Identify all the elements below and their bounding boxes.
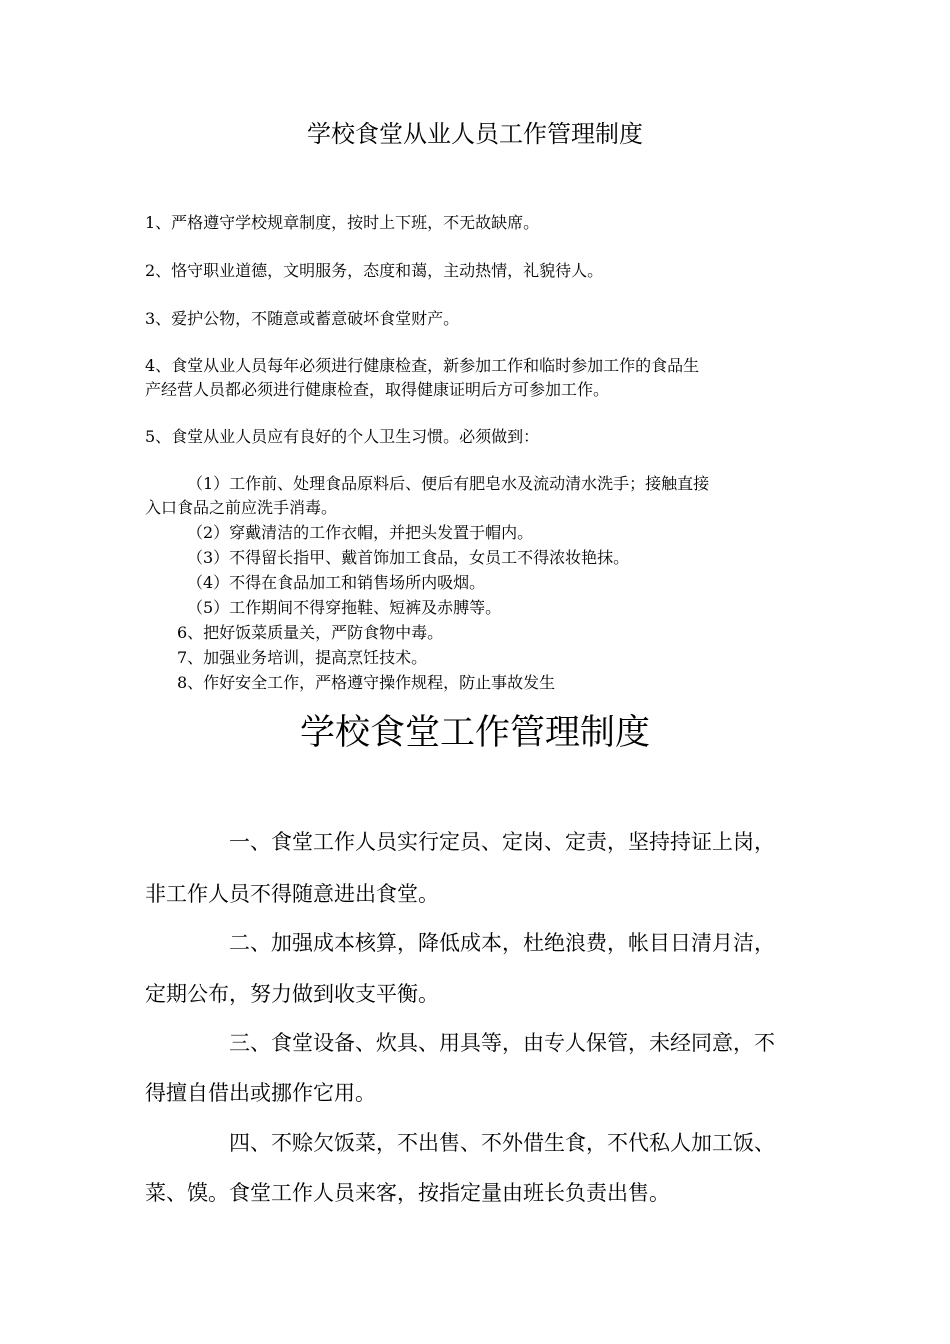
doc1-sub-1-line-2: 入口食品之前应洗手消毒。 [145, 498, 338, 517]
doc1-item-2: 2、恪守职业道德，文明服务，态度和蔼，主动热情，礼貌待人。 [145, 261, 604, 280]
doc2-para-1-line-2: 非工作人员不得随意进出食堂。 [145, 882, 439, 906]
doc1-item-8: 8、作好安全工作，严格遵守操作规程，防止事故发生 [177, 673, 556, 692]
doc1-item-4-line-1: 4、食堂从业人员每年必须进行健康检查，新参加工作和临时参加工作的食品生 [145, 356, 700, 375]
doc2-para-1-line-1: 一、食堂工作人员实行定员、定岗、定责，坚持持证上岗， [229, 830, 775, 854]
doc1-sub-4: （4）不得在食品加工和销售场所内吸烟。 [187, 573, 486, 592]
doc2-para-3-line-2: 得擅自借出或挪作它用。 [145, 1081, 376, 1105]
doc2-para-3-line-1: 三、食堂设备、炊具、用具等，由专人保管，未经同意，不 [229, 1031, 775, 1055]
doc1-item-4-line-2: 产经营人员都必须进行健康检查，取得健康证明后方可参加工作。 [145, 380, 610, 399]
doc2-para-2-line-1: 二、加强成本核算，降低成本，杜绝浪费，帐目日清月洁， [229, 931, 775, 955]
doc2-para-4-line-2: 菜、馍。食堂工作人员来客，按指定量由班长负责出售。 [145, 1181, 670, 1205]
doc2-title: 学校食堂工作管理制度 [299, 713, 650, 753]
doc1-item-7: 7、加强业务培训，提高烹饪技术。 [177, 648, 428, 667]
doc1-sub-2: （2）穿戴清洁的工作衣帽，并把头发置于帽内。 [187, 523, 534, 542]
doc2-para-4-line-1: 四、不赊欠饭菜，不出售、不外借生食，不代私人加工饭、 [229, 1131, 775, 1155]
doc1-sub-3: （3）不得留长指甲、戴首饰加工食品，女员工不得浓妆艳抹。 [187, 548, 630, 567]
doc1-item-3: 3、爱护公物，不随意或蓄意破坏食堂财产。 [145, 309, 460, 328]
doc1-title: 学校食堂从业人员工作管理制度 [307, 120, 643, 148]
doc1-item-1: 1、严格遵守学校规章制度，按时上下班，不无故缺席。 [145, 213, 540, 232]
doc2-para-2-line-2: 定期公布，努力做到收支平衡。 [145, 982, 439, 1006]
doc1-item-6: 6、把好饭菜质量关，严防食物中毒。 [177, 623, 444, 642]
doc1-item-5: 5、食堂从业人员应有良好的个人卫生习惯。必须做到： [145, 427, 540, 446]
doc1-sub-1-line-1: （1）工作前、处理食品原料后、便后有肥皂水及流动清水洗手；接触直接 [187, 474, 710, 493]
doc1-sub-5: （5）工作期间不得穿拖鞋、短裤及赤膊等。 [187, 598, 502, 617]
